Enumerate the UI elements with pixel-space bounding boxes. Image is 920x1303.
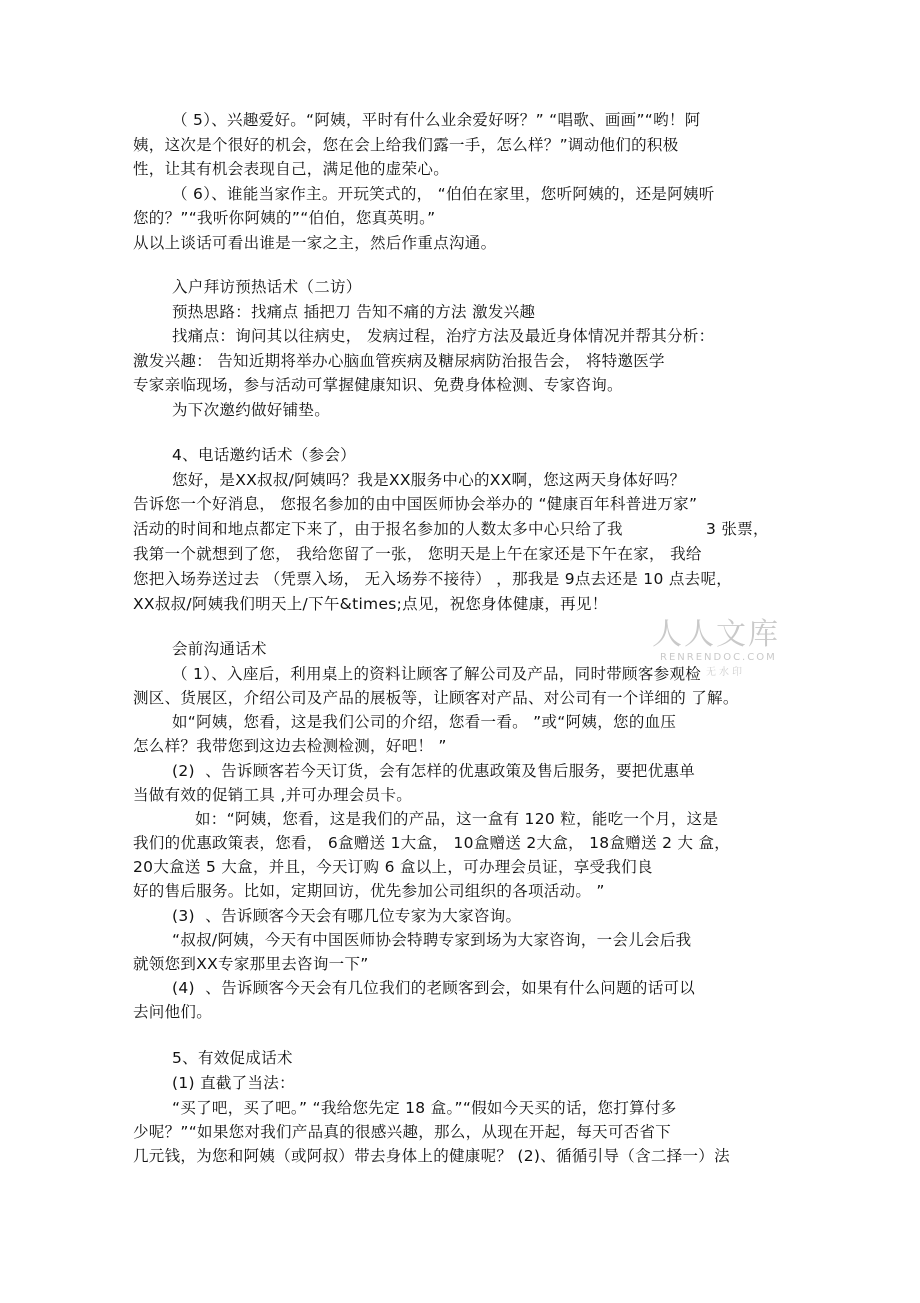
text-line: 告诉您一个好消息， 您报名参加的由中国医师协会举办的 “健康百年科普进万家”: [133, 495, 698, 513]
text-line: 预热思路：找痛点 插把刀 告知不痛的方法 激发兴趣: [172, 303, 536, 321]
text-line: (2) 、告诉顾客若今天订货，会有怎样的优惠政策及售后服务，要把优惠单: [172, 762, 696, 780]
text-line: XX叔叔/阿姨我们明天上/下午&times;点见，祝您身体健康，再见！: [133, 595, 608, 613]
text-line: 当做有效的促销工具 ,并可办理会员卡。: [133, 786, 413, 804]
text-line: (4) 、告诉顾客今天会有几位我们的老顾客到会，如果有什么问题的话可以: [172, 979, 696, 997]
text-line: 为下次邀约做好铺垫。: [172, 401, 331, 419]
section-heading: 会前沟通话术: [172, 640, 267, 658]
text-line: (1) 直截了当法：: [172, 1074, 295, 1092]
watermark-note: 无水印: [706, 667, 745, 678]
text-line: 测区、货展区，介绍公司及产品的展板等，让顾客对产品、对公司有一个详细的 了解。: [133, 689, 739, 707]
text-line: 好的售后服务。比如，定期回访，优先参加公司组织的各项活动。 ”: [133, 882, 605, 900]
text-line: “买了吧，买了吧。” “我给您先定 18 盒。”“假如今天买的话，您打算付多: [172, 1099, 677, 1117]
text-line: 如：“阿姨，您看，这是我们的产品，这一盒有 120 粒，能吃一个月，这是: [195, 810, 719, 828]
text-line: 您好，是XX叔叔/阿姨吗？我是XX服务中心的XX啊，您这两天身体好吗？: [172, 471, 686, 489]
text-line: 激发兴趣： 告知近期将举办心脑血管疾病及糖尿病防治报告会， 将特邀医学: [133, 352, 665, 370]
text-line: （ 6）、谁能当家作主。开玩笑式的， “伯伯在家里，您听阿姨的，还是阿姨听: [172, 185, 715, 203]
section-heading: 4、电话邀约话术（参会）: [172, 446, 356, 464]
text-line: 您的？”“我听你阿姨的”“伯伯，您真英明。”: [133, 209, 436, 227]
text-line: （ 5）、兴趣爱好。“阿姨，平时有什么业余爱好呀？” “唱歌、画画”“哟！阿: [172, 111, 701, 129]
text-line: 您把入场券送过去 （凭票入场， 无入场券不接待） ，那我是 9点去还是 10 点去呢，: [133, 570, 733, 588]
text-line: 就领您到XX专家那里去咨询一下”: [133, 955, 369, 973]
text-line: 几元钱，为您和阿姨（或阿叔）带去身体上的健康呢？ (2)、循循引导（含二择一）法: [133, 1147, 730, 1165]
text-line: “叔叔/阿姨，今天有中国医师协会特聘专家到场为大家咨询，一会儿会后我: [172, 931, 692, 949]
watermark-domain: RENRENDOC.COM: [660, 652, 777, 663]
text-line: 活动的时间和地点都定下来了，由于报名参加的人数太多中心只给了我: [133, 520, 623, 538]
text-line: 我们的优惠政策表，您看， 6盒赠送 1大盒， 10盒赠送 2大盒， 18盒赠送 2 大 盒，: [133, 834, 731, 852]
text-line: （ 1）、入座后，利用桌上的资料让顾客了解公司及产品，同时带顾客参观检: [172, 665, 702, 683]
section-heading: 5、有效促成话术: [172, 1049, 293, 1067]
text-line: 去问他们。: [133, 1003, 213, 1021]
watermark-logo: 人人文库: [652, 617, 780, 652]
section-heading: 入户拜访预热话术（二访）: [172, 278, 362, 296]
text-line: 专家亲临现场，参与活动可掌握健康知识、免费身体检测、专家咨询。: [133, 376, 623, 394]
text-line: 怎么样？我带您到这边去检测检测，好吧！ ”: [133, 737, 447, 755]
text-line: 从以上谈话可看出谁是一家之主，然后作重点沟通。: [133, 234, 497, 252]
text-line: 找痛点：询问其以往病史， 发病过程，治疗方法及最近身体情况并帮其分析：: [172, 327, 715, 345]
text-fragment: 3 张票，: [706, 520, 769, 538]
text-line: (3) 、告诉顾客今天会有哪几位专家为大家咨询。: [172, 907, 522, 925]
text-line: 姨，这次是个很好的机会，您在会上给我们露一手，怎么样？”调动他们的积极: [133, 136, 679, 154]
text-line: 20大盒送 5 大盒，并且，今天订购 6 盒以上，可办理会员证，享受我们良: [133, 858, 653, 876]
text-line: 我第一个就想到了您， 我给您留了一张， 您明天是上午在家还是下午在家， 我给: [133, 545, 702, 563]
text-line: 如“阿姨，您看，这是我们公司的介绍，您看一看。 ”或“阿姨，您的血压: [172, 713, 677, 731]
text-line: 性，让其有机会表现自己，满足他的虚荣心。: [133, 160, 450, 178]
text-line: 少呢？”“如果您对我们产品真的很感兴趣，那么，从现在开起，每天可否省下: [133, 1123, 672, 1141]
